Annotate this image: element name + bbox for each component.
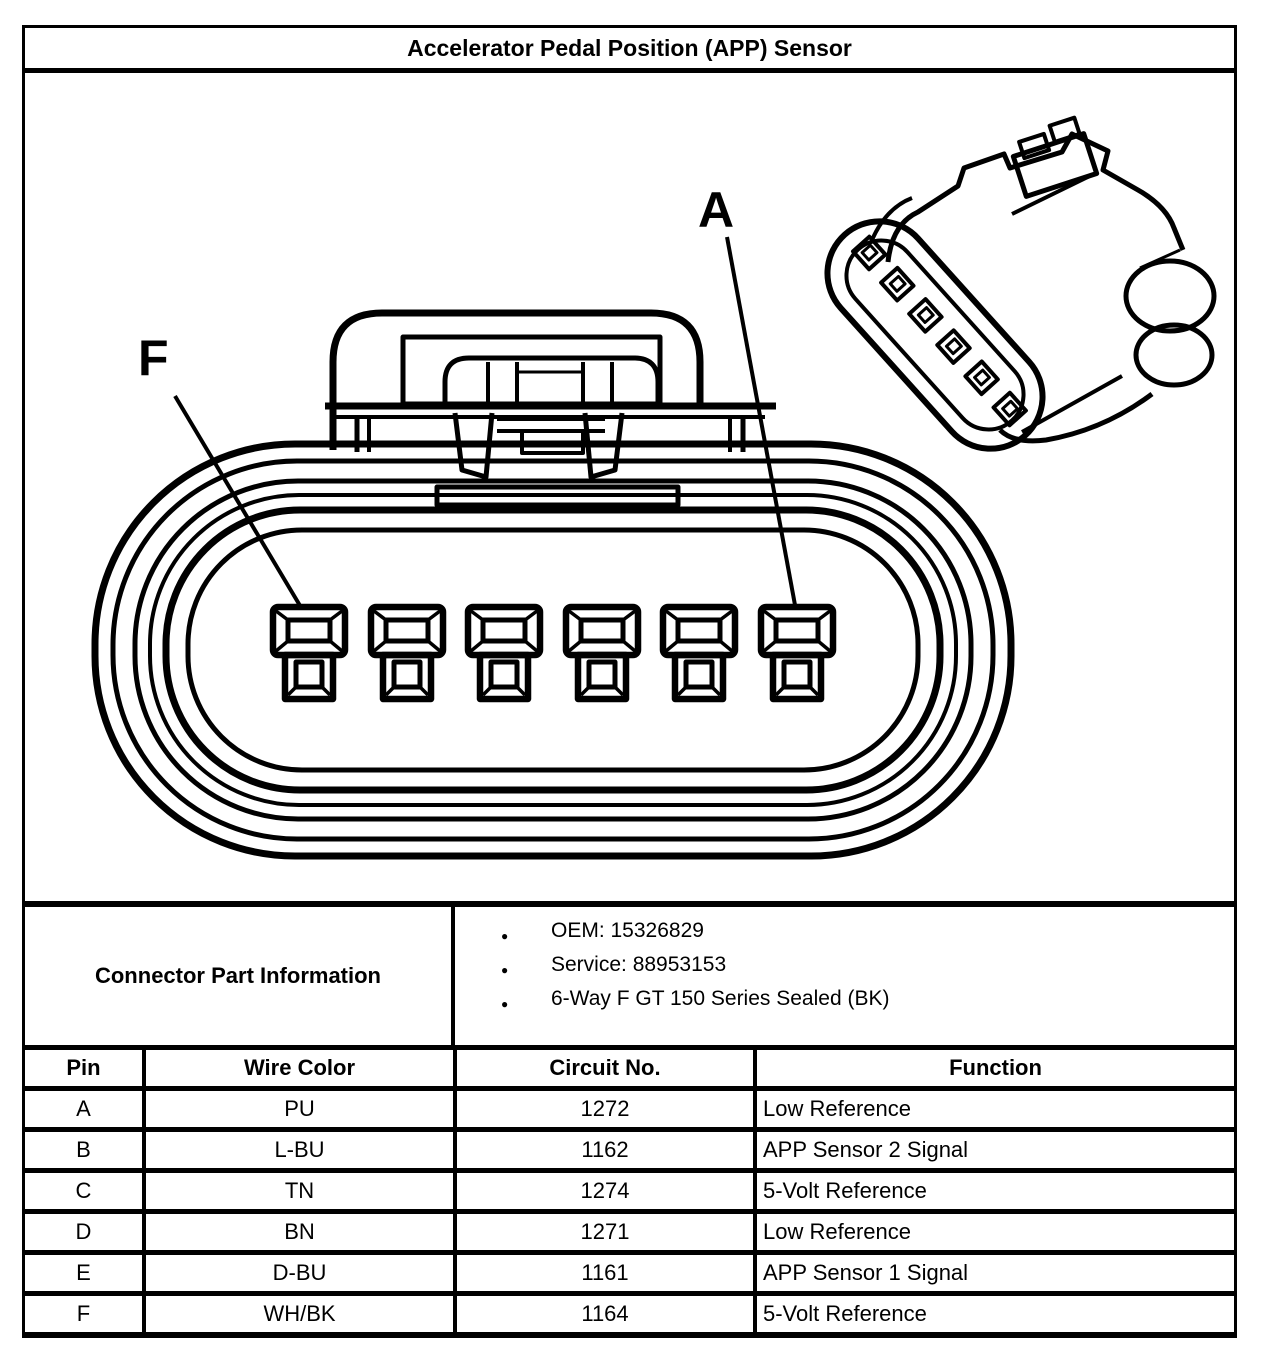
part-info-oem: ● OEM: 15326829 xyxy=(455,919,1234,943)
front-view xyxy=(95,182,1011,856)
circuit-cell: 1161 xyxy=(457,1255,757,1291)
connector-info-sheet xyxy=(22,25,1237,1338)
part-info-section xyxy=(25,901,1234,1045)
wire-color-cell: TN xyxy=(146,1173,457,1209)
function-cell: 5-Volt Reference xyxy=(763,1178,927,1203)
header-wire-color: Wire Color xyxy=(146,1050,457,1086)
pinout-header-row xyxy=(25,1050,1234,1091)
pin-cell: B xyxy=(25,1132,146,1168)
pin-cell: D xyxy=(25,1214,146,1250)
pin-a-label: A xyxy=(698,182,735,238)
function-cell: Low Reference xyxy=(763,1219,911,1244)
pin-a-leader-line xyxy=(727,237,795,605)
header-function: Function xyxy=(949,1055,1042,1080)
table-row-b xyxy=(25,1132,1234,1173)
wire-color-cell: WH/BK xyxy=(146,1296,457,1332)
perspective-view xyxy=(806,116,1214,470)
pinout-table xyxy=(25,1045,1234,1335)
pin-cell: F xyxy=(25,1296,146,1332)
part-info-details xyxy=(455,907,1234,1045)
circuit-cell: 1272 xyxy=(457,1091,757,1127)
wire-seal-boss-upper xyxy=(1126,261,1214,331)
part-info-label: Connector Part Information xyxy=(25,907,455,1045)
header-circuit-no: Circuit No. xyxy=(457,1050,757,1086)
pin-cavity-a xyxy=(761,607,833,699)
table-row-f xyxy=(25,1296,1234,1335)
pin-cavities xyxy=(273,607,833,699)
circuit-cell: 1271 xyxy=(457,1214,757,1250)
page-title: Accelerator Pedal Position (APP) Sensor xyxy=(25,28,1234,73)
pin-cell: A xyxy=(25,1091,146,1127)
pin-cell: C xyxy=(25,1173,146,1209)
table-row-a xyxy=(25,1091,1234,1132)
circuit-cell: 1274 xyxy=(457,1173,757,1209)
circuit-cell: 1162 xyxy=(457,1132,757,1168)
pin-f-leader-line xyxy=(175,396,302,609)
table-row-e xyxy=(25,1255,1234,1296)
pin-f-label: F xyxy=(138,330,169,386)
pin-cavity-d xyxy=(468,607,540,699)
table-row-c xyxy=(25,1173,1234,1214)
pin-cavity-e xyxy=(371,607,443,699)
pin-cavity-f xyxy=(273,607,345,699)
header-pin: Pin xyxy=(25,1050,146,1086)
latch-housing xyxy=(325,313,776,505)
circuit-cell: 1164 xyxy=(457,1296,757,1332)
connector-diagram xyxy=(25,73,1234,901)
part-info-series: ● 6-Way F GT 150 Series Sealed (BK) xyxy=(455,987,1234,1011)
connector-figure xyxy=(25,73,1234,901)
function-cell: 5-Volt Reference xyxy=(763,1301,927,1326)
wire-color-cell: D-BU xyxy=(146,1255,457,1291)
function-cell: APP Sensor 1 Signal xyxy=(763,1260,969,1285)
pin-cell: E xyxy=(25,1255,146,1291)
wire-seal-boss-lower xyxy=(1136,325,1212,385)
function-cell: Low Reference xyxy=(763,1096,911,1121)
pin-cavity-b xyxy=(663,607,735,699)
wire-color-cell: PU xyxy=(146,1091,457,1127)
wire-color-cell: L-BU xyxy=(146,1132,457,1168)
pin-cavity-c xyxy=(566,607,638,699)
wire-color-cell: BN xyxy=(146,1214,457,1250)
part-info-service: ● Service: 88953153 xyxy=(455,953,1234,977)
table-row-d xyxy=(25,1214,1234,1255)
function-cell: APP Sensor 2 Signal xyxy=(763,1137,969,1162)
